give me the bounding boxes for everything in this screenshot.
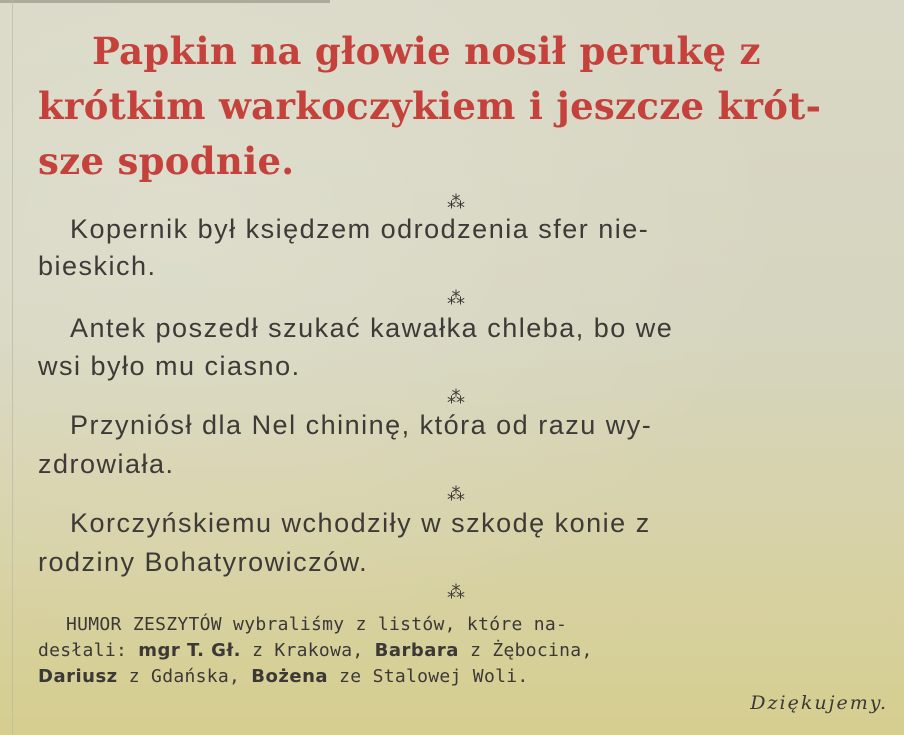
entry-2-line-1: Antek poszedł szukać kawałka chleba, bo we xyxy=(70,313,674,343)
contributor-name: Bożena xyxy=(251,666,329,687)
contributor-name: Barbara xyxy=(374,640,459,661)
contributor-name: Dariusz xyxy=(38,666,118,687)
contributor-city: z Krakowa, xyxy=(240,640,375,661)
credits-line-2 xyxy=(38,638,888,664)
credits-heading: HUMOR ZESZYTÓW xyxy=(66,614,222,635)
credits-text: desłali: xyxy=(38,640,139,661)
separator-star-icon: ⁂ xyxy=(447,484,465,505)
credits-line-3 xyxy=(38,664,888,690)
thanks-signoff: Dziękujemy. xyxy=(750,692,888,714)
contributor-city: z Żębocina, xyxy=(458,640,593,661)
contributor-name: mgr T. Gł. xyxy=(138,640,241,661)
entry-3-line-2: zdrowiała. xyxy=(38,449,175,479)
entry-1-line-2: bieskich. xyxy=(38,251,157,281)
separator-star-icon: ⁂ xyxy=(447,192,465,213)
contributor-city: z Gdańska, xyxy=(117,666,252,687)
separator-star-icon: ⁂ xyxy=(447,288,465,309)
credits-text: wybraliśmy z listów, które na- xyxy=(221,614,568,635)
separator-star-icon: ⁂ xyxy=(447,582,465,603)
entry-1-line-1: Kopernik był księdzem odrodzenia sfer nie- xyxy=(70,214,650,244)
entry-2-line-2: wsi było mu ciasno. xyxy=(38,351,301,381)
contributor-city: ze Stalowej Woli. xyxy=(328,666,529,687)
headline-line-2: krótkim warkoczykiem i jeszcze krót- xyxy=(38,84,822,128)
entry-4-line-1: Korczyńskiemu wchodziły w szkodę konie z xyxy=(70,508,651,538)
headline-line-1: Papkin na głowie nosił perukę z xyxy=(92,29,761,73)
entry-4-line-2: rodziny Bohatyrowiczów. xyxy=(38,547,369,577)
separator-star-icon: ⁂ xyxy=(447,387,465,408)
entry-3-line-1: Przyniósł dla Nel chininę, która od razu wy- xyxy=(70,410,653,440)
headline-line-3: sze spodnie. xyxy=(38,139,295,183)
credits-line-1 xyxy=(66,612,904,638)
